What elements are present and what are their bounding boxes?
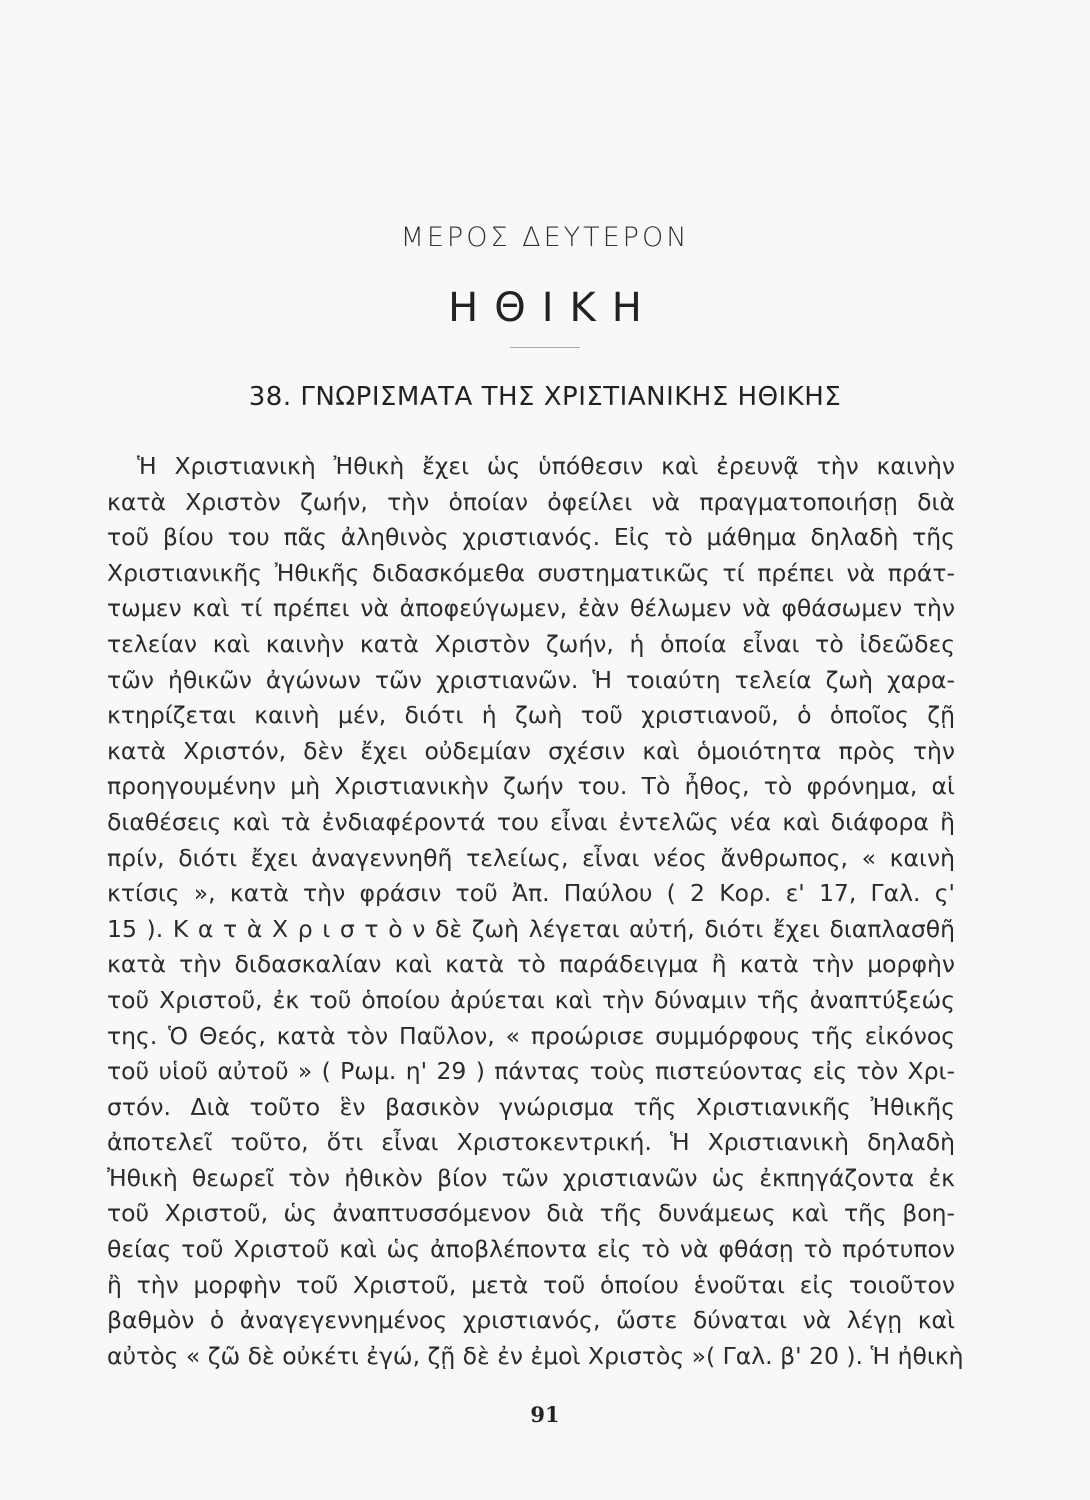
body-line: αὐτὸς « ζῶ δὲ οὐκέτι ἐγώ, ζῇ δὲ ἐν ἐμοὶ Χριστὸς »( Γαλ. β' 20 ). Ἡ ἠθικὴ [107,1341,964,1370]
body-line: Ἡ Χριστιανικὴ Ἠθικὴ ἔχει ὡς ὑπόθεσιν καὶ ἐρευνᾷ τὴν καινὴν [137,452,955,480]
body-line: κατὰ τὴν διδασκαλίαν καὶ κατὰ τὸ παράδειγμα ἢ κατὰ τὴν μορφὴν [107,950,955,979]
body-line: τοῦ Χριστοῦ, ὡς ἀναπτυσσόμενον διὰ τῆς δυνάμεως καὶ τῆς βοη- [107,1199,955,1228]
part-label: ΜΕΡΟΣ ΔΕΥΤΕΡΟΝ [400,222,690,253]
body-text [107,449,964,1374]
body-line: τελείαν καὶ καινὴν κατὰ Χριστὸν ζωήν, ἡ ὁποία εἶναι τὸ ἰδεῶδες [107,629,955,658]
body-line: θείας τοῦ Χριστοῦ καὶ ὡς ἀποβλέποντα εἰς τὸ νὰ φθάσῃ τὸ πρότυπον [107,1235,955,1264]
body-line: Χριστιανικῆς Ἠθικῆς διδασκόμεθα συστηματικῶς τί πρέπει νὰ πράτ- [107,558,955,587]
body-line: τοῦ υἱοῦ αὐτοῦ » ( Ρωμ. η' 29 ) πάντας τοὺς πιστεύοντας εἰς τὸν Χρι- [107,1057,955,1086]
body-line: ἀποτελεῖ τοῦτο, ὅτι εἶναι Χριστοκεντρική. Ἡ Χριστιανικὴ δηλαδὴ [107,1128,955,1157]
body-line: στόν. Διὰ τοῦτο ἓν βασικὸν γνώρισμα τῆς Χριστιανικῆς Ἠθικῆς [107,1092,955,1121]
chapter-title: ΗΘΙΚΗ [448,285,658,331]
body-line: κατὰ Χριστόν, δὲν ἔχει οὐδεμίαν σχέσιν καὶ ὁμοιότητα πρὸς τὴν [107,736,955,765]
section-heading: 38. ΓΝΩΡΙΣΜΑΤΑ ΤΗΣ ΧΡΙΣΤΙΑΝΙΚΗΣ ΗΘΙΚΗΣ [248,382,842,412]
body-line: 15 ). Κ α τ ὰ Χ ρ ι σ τ ὸ ν δὲ ζωὴ λέγεται αὐτή, διότι ἔχει διαπλασθῆ [107,914,955,943]
body-line: κατὰ Χριστὸν ζωήν, τὴν ὁποίαν ὀφείλει νὰ πραγματοποιήσῃ διὰ [107,487,955,516]
body-line: ἢ τὴν μορφὴν τοῦ Χριστοῦ, μετὰ τοῦ ὁποίου ἑνοῦται εἰς τοιοῦτον [107,1270,955,1299]
body-line: διαθέσεις καὶ τὰ ἐνδιαφέροντά του εἶναι ἐντελῶς νέα καὶ διάφορα ἢ [107,807,955,836]
page-number: 91 [530,1402,560,1427]
body-line: κτίσις », κατὰ τὴν φράσιν τοῦ Ἀπ. Παύλου ( 2 Κορ. ε' 17, Γαλ. ς' [107,879,955,908]
body-line: τῶν ἠθικῶν ἀγώνων τῶν χριστιανῶν. Ἡ τοιαύτη τελεία ζωὴ χαρα- [107,665,955,694]
body-line: τοῦ Χριστοῦ, ἐκ τοῦ ὁποίου ἀρύεται καὶ τὴν δύναμιν τῆς ἀναπτύξεώς [107,985,955,1014]
body-line: κτηρίζεται καινὴ μέν, διότι ἡ ζωὴ τοῦ χριστιανοῦ, ὁ ὁποῖος ζῇ [107,701,955,730]
body-line: προηγουμένην μὴ Χριστιανικὴν ζωήν του. Τὸ ἦθος, τὸ φρόνημα, αἱ [107,772,955,801]
body-line: της. Ὁ Θεός, κατὰ τὸν Παῦλον, « προώρισε συμμόρφους τῆς εἰκόνος [107,1021,955,1050]
body-line: πρίν, διότι ἔχει ἀναγεννηθῆ τελείως, εἶναι νέος ἄνθρωπος, « καινὴ [107,843,955,872]
title-divider [510,347,580,348]
body-line: βαθμὸν ὁ ἀναγεγεννημένος χριστιανός, ὥστε δύναται νὰ λέγῃ καὶ [107,1306,955,1335]
body-line: τοῦ βίου του πᾶς ἀληθινὸς χριστιανός. Εἰς τὸ μάθημα δηλαδὴ τῆς [107,523,955,552]
body-line: τωμεν καὶ τί πρέπει νὰ ἀποφεύγωμεν, ἐὰν θέλωμεν νὰ φθάσωμεν τὴν [107,594,955,623]
body-line: Ἠθικὴ θεωρεῖ τὸν ἠθικὸν βίον τῶν χριστιανῶν ὡς ἐκπηγάζοντα ἐκ [107,1163,955,1192]
